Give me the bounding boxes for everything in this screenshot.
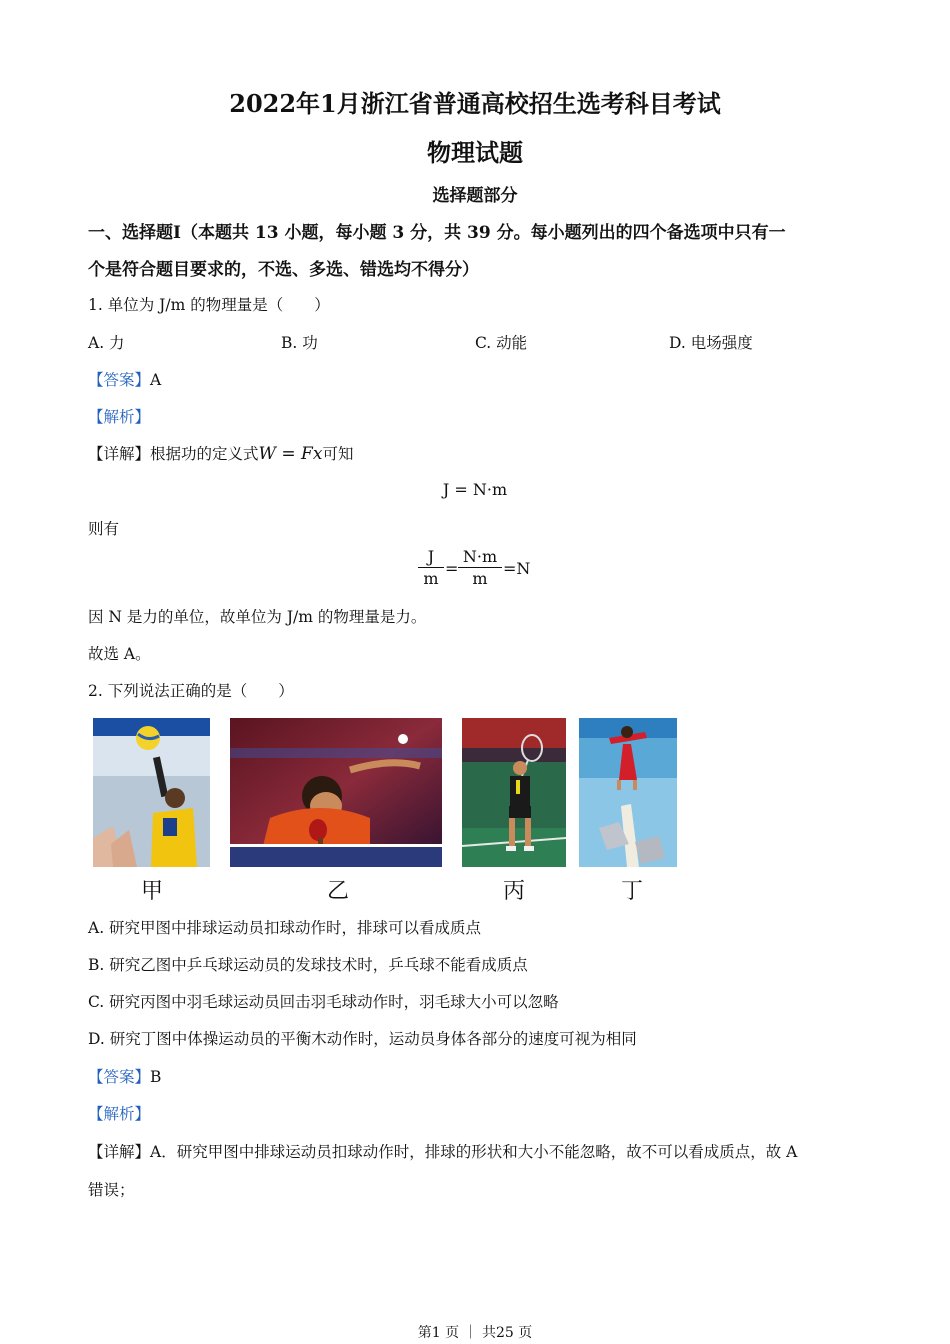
q1-choose: 故选 A。 [88,645,151,663]
exam-subject: 物理试题 [427,138,523,167]
photo-balance-beam [579,718,677,867]
fraction-j-over-m [418,547,444,588]
q2-option-b: B. 研究乙图中乒乓球运动员的发球技术时，乒乓球不能看成质点 [88,956,528,974]
q2-detail-line1 [88,1140,797,1162]
equals-sign: = [445,559,459,578]
q1-stem: 1. 单位为 J/m 的物理量是（ ） [88,296,330,314]
detail-tag: 【详解】 [88,1143,151,1161]
q2-detail-line2: 错误； [88,1181,135,1199]
caption-ding: 丁 [620,879,643,904]
answer-tag: 【答案】 [88,1068,151,1086]
page-footer: 第1 页 ｜ 共25 页 [417,1325,533,1341]
equation-j-nm: J = N·m [442,480,508,499]
q1-then: 则有 [88,520,120,538]
q1-answer [88,368,161,390]
detail-end: 可知 [322,445,354,463]
section-instructions-line2: 个是符合题目要求的，不选、多选、错选均不得分） [88,260,479,280]
q2-option-a: A. 研究甲图中排球运动员扣球动作时，排球可以看成质点 [88,919,482,937]
q2-analysis-tag: 【解析】 [88,1105,151,1123]
q2-option-d: D. 研究丁图中体操运动员的平衡木动作时，运动员身体各部分的速度可视为相同 [88,1030,637,1048]
q1-detail [88,442,353,464]
caption-bing: 丙 [502,879,525,904]
q1-option-a: A. 力 [88,334,125,352]
formula-w-fx: W = Fx [258,444,323,464]
answer-value: A [150,371,162,389]
detail-tag: 【详解】 [88,445,151,463]
frac1-numerator: J [427,547,435,566]
q1-option-c: C. 动能 [475,334,528,352]
answer-tag: 【答案】 [88,371,151,389]
frac1-bar [418,567,444,568]
caption-yi: 乙 [326,879,349,904]
photo-badminton [462,718,566,867]
equation-result: =N [503,559,531,578]
detail-text: 根据功的定义式 [150,445,259,463]
exam-title: 2022年1月浙江省普通高校招生选考科目考试 [229,89,721,118]
caption-jia: 甲 [140,879,163,904]
q2-option-c: C. 研究丙图中羽毛球运动员回击羽毛球动作时，羽毛球大小可以忽略 [88,993,559,1011]
q1-because: 因 N 是力的单位，故单位为 J/m 的物理量是力。 [88,608,427,626]
detail-text: A．研究甲图中排球运动员扣球动作时，排球的形状和大小不能忽略，故不可以看成质点，故 A [150,1143,798,1161]
frac2-denominator: m [472,569,488,588]
frac1-denominator: m [423,569,439,588]
q2-stem: 2. 下列说法正确的是（ ） [88,682,294,700]
photo-volleyball [93,718,210,867]
q1-option-d: D. 电场强度 [669,334,753,352]
part-heading: 选择题部分 [432,186,518,206]
photo-table-tennis [230,718,442,867]
frac2-numerator: N·m [462,547,498,566]
section-instructions-line1: 一、选择题Ⅰ（本题共 13 小题，每小题 3 分，共 39 分。每小题列出的四个备选项中只有一 [88,223,786,243]
answer-value: B [150,1068,162,1086]
q1-analysis-tag: 【解析】 [88,408,151,426]
frac2-bar [458,567,502,568]
q2-answer [88,1065,161,1087]
q1-option-b: B. 功 [281,334,318,352]
fraction-nm-over-m [458,547,502,588]
